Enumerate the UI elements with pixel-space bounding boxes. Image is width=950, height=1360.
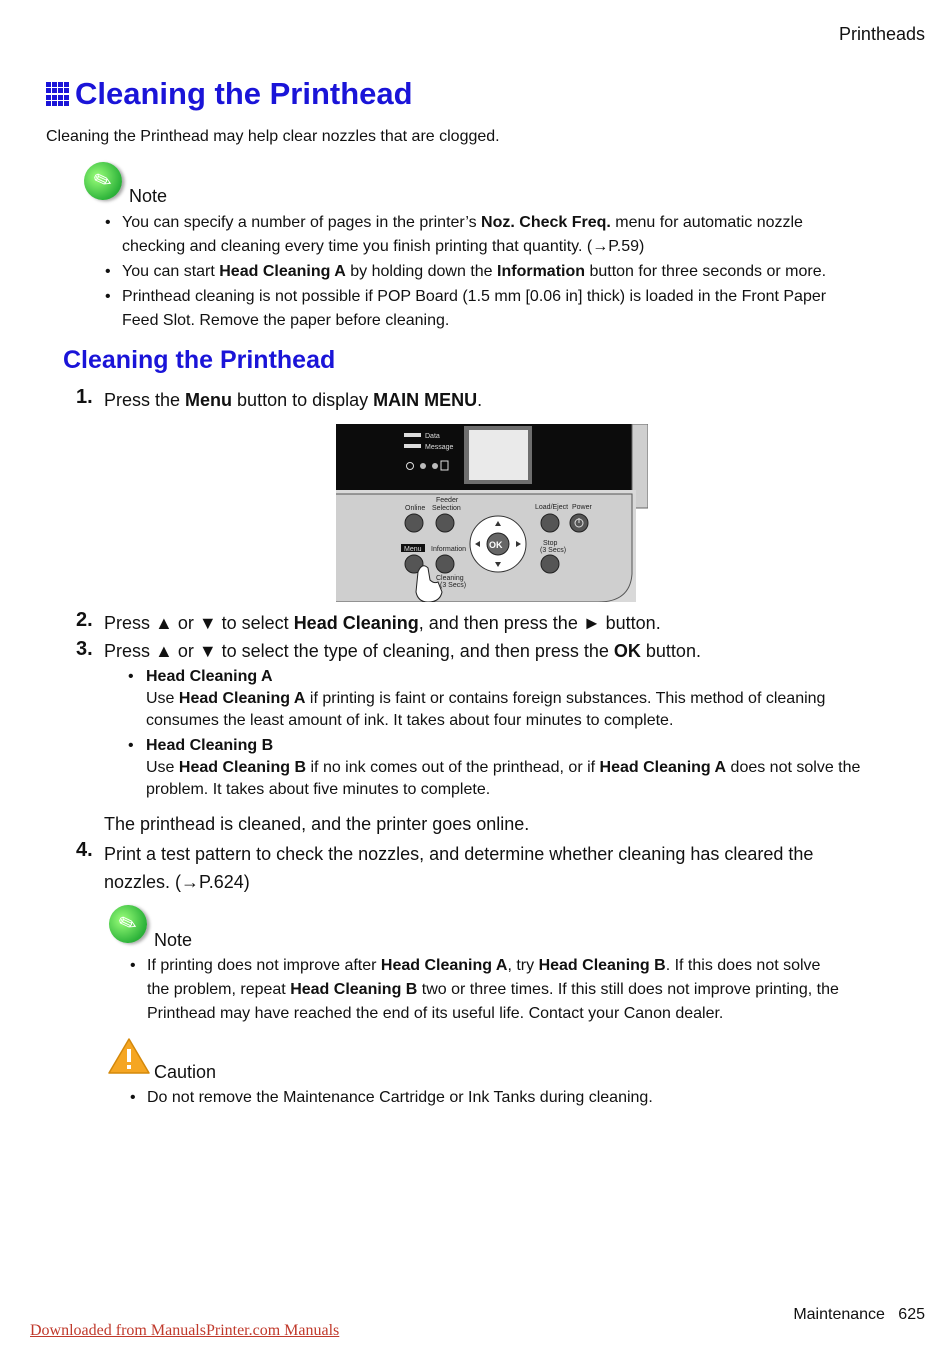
list-item-desc: Use Head Cleaning B if no ink comes out of the printhead, or if Head Cleaning A does not solve the problem. It takes about five minutes to complete.	[146, 759, 861, 798]
list-item: • Head Cleaning B	[128, 735, 898, 757]
svg-text:Power: Power	[572, 504, 592, 511]
page-title-block	[46, 76, 413, 112]
note-item: • Printhead cleaning is not possible if POP Board (1.5 mm [0.06 in] thick) is loaded in the Front Paper Feed Slot. Remove the paper before cleaning.	[102, 285, 902, 333]
svg-text:Message: Message	[425, 444, 454, 451]
cleaning-type-list	[128, 666, 898, 804]
step-result: The printhead is cleaned, and the printer goes online.	[104, 814, 530, 834]
step-number: 3.	[76, 638, 93, 660]
note-list	[127, 954, 897, 1027]
note-label: Note	[154, 930, 193, 950]
step-text: Press ▲ or ▼ to select Head Cleaning, and then press the ► button.	[104, 613, 661, 633]
svg-text:Feeder: Feeder	[436, 497, 459, 504]
intro-text: Cleaning the Printhead may help clear nozzles that are clogged.	[46, 128, 500, 145]
step-text: Print a test pattern to check the nozzles, and determine whether cleaning has cleared the nozzles. (→P.624)	[104, 844, 814, 892]
control-panel-illustration	[336, 424, 648, 602]
note-item: • If printing does not improve after Head Cleaning A, try Head Cleaning B. If this does not solve the problem, repeat Head Cleaning B two or three times. If this still does not improve printing, the Printhead may have reached the end of its useful life. Contact your Canon dealer.	[127, 954, 897, 1026]
list-item: • Head Cleaning A	[128, 666, 898, 688]
svg-text:(3 Secs): (3 Secs)	[440, 582, 467, 589]
caution-item: • Do not remove the Maintenance Cartridge or Ink Tanks during cleaning.	[127, 1086, 897, 1110]
grid-icon	[46, 82, 70, 106]
note-item: • You can specify a number of pages in the printer’s Noz. Check Freq. menu for automatic nozzle checking and cleaning every time you finish printing that quantity. (→P.59)	[102, 211, 902, 259]
section-heading: Cleaning the Printhead	[63, 346, 336, 374]
svg-text:(3 Secs): (3 Secs)	[540, 547, 567, 554]
svg-text:Load/Eject: Load/Eject	[535, 504, 569, 511]
caution-icon	[107, 1037, 151, 1080]
step-text: Press ▲ or ▼ to select the type of cleaning, and then press the OK button.	[104, 641, 701, 661]
svg-text:OK: OK	[489, 540, 503, 550]
running-header: Printheads	[838, 24, 925, 44]
download-link[interactable]: Downloaded from ManualsPrinter.com Manuals	[30, 1322, 340, 1339]
svg-text:Data: Data	[425, 433, 440, 440]
note-icon: ✎	[109, 905, 147, 943]
svg-text:Cleaning: Cleaning	[436, 575, 464, 582]
page-title: Cleaning the Printhead	[75, 76, 413, 111]
svg-text:Stop: Stop	[543, 540, 558, 547]
page-footer: Maintenance 625	[793, 1306, 925, 1323]
caution-label: Caution	[154, 1062, 217, 1082]
note-icon: ✎	[84, 162, 122, 200]
svg-text:Menu: Menu	[404, 546, 422, 553]
note-item: • You can start Head Cleaning A by holding down the Information button for three seconds or more.	[102, 260, 902, 284]
svg-text:Information: Information	[431, 546, 467, 553]
note-label: Note	[129, 186, 168, 206]
note-list	[102, 211, 902, 334]
step-number: 2.	[76, 609, 93, 631]
caution-list	[127, 1086, 897, 1111]
list-item-desc: Use Head Cleaning A if printing is faint or contains foreign substances. This method of cleaning consumes the least amount of ink. It takes about four minutes to complete.	[146, 690, 826, 729]
step-number: 1.	[76, 386, 93, 408]
step-text: Press the Menu button to display MAIN MENU.	[104, 390, 483, 410]
svg-text:Selection: Selection	[432, 505, 461, 512]
step-number: 4.	[76, 839, 93, 861]
svg-text:Online: Online	[405, 505, 426, 512]
